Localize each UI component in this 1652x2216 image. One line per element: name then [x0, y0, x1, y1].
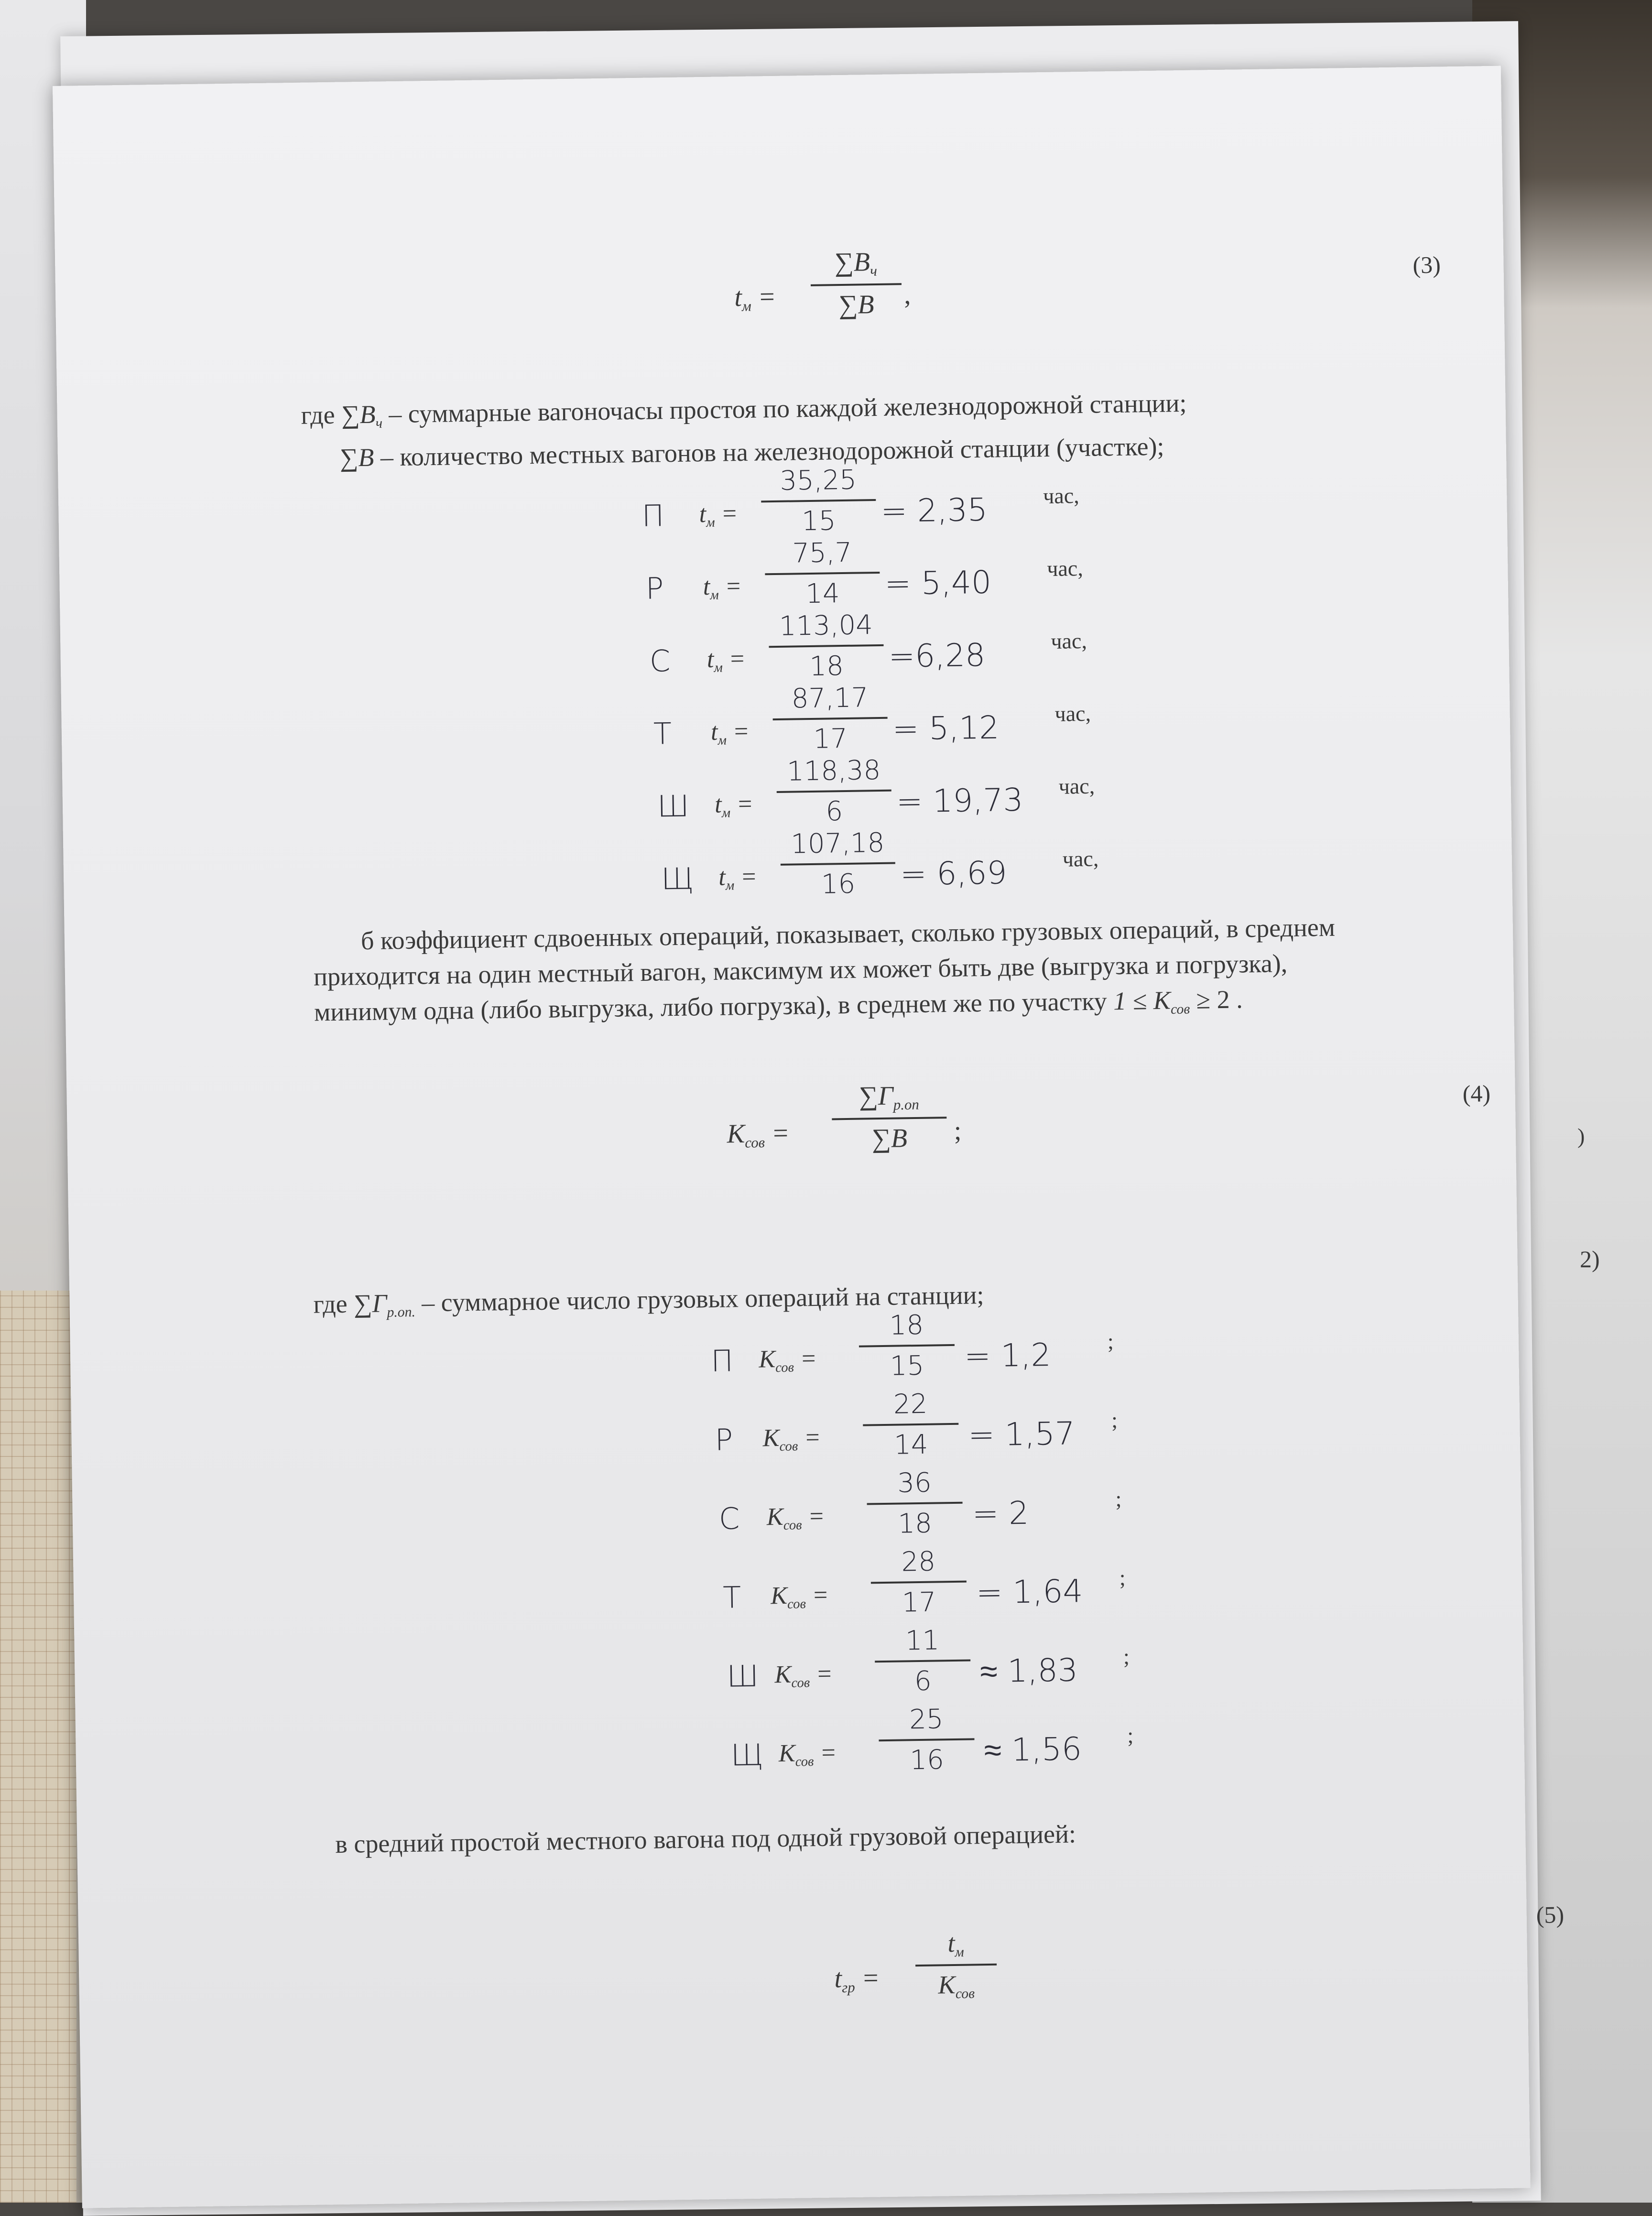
equals-sign: =: [807, 1502, 825, 1531]
formula-4-numerator: ∑Г: [859, 1081, 894, 1111]
sum-sub: р.оп.: [387, 1304, 416, 1320]
fraction-denominator: 15: [890, 1350, 924, 1382]
variable-symbol: K: [762, 1424, 780, 1452]
definition-text: – суммарные вагоночасы простоя по каждой железнодорожной станции;: [388, 388, 1187, 429]
fraction-bar: [773, 717, 888, 720]
fraction-numerator: 118,38: [786, 754, 881, 787]
fraction-bar: [777, 790, 891, 793]
fraction-bar: [875, 1660, 970, 1663]
equals-sign: =: [815, 1660, 833, 1688]
row-variable: [699, 500, 738, 531]
fraction-numerator: 75,7: [792, 537, 852, 569]
row-variable: [718, 863, 758, 894]
station-letter: Т: [653, 716, 672, 751]
formula-3-tail: ,: [903, 280, 911, 310]
inequality-right: ≥ 2 .: [1196, 985, 1243, 1014]
sum-sub: ч: [375, 415, 383, 432]
row-terminator: ;: [1119, 1565, 1126, 1590]
row-terminator: ;: [1111, 1408, 1118, 1433]
fraction-numerator: 18: [889, 1309, 924, 1341]
variable-sub: сов: [791, 1675, 810, 1691]
side-mark-4: ): [1577, 1124, 1585, 1148]
variable-symbol: t: [703, 573, 710, 601]
definition-text: – суммарное число грузовых операций на станции;: [421, 1281, 984, 1317]
row-variable: [774, 1660, 833, 1692]
variable-sub: сов: [779, 1439, 798, 1455]
variable-sub: м: [725, 878, 735, 893]
row-variable: [759, 1345, 817, 1376]
variable-symbol: K: [778, 1739, 795, 1768]
row-terminator: ;: [1127, 1723, 1134, 1748]
result-value: = 5,12: [892, 709, 1000, 748]
variable-symbol: K: [758, 1346, 776, 1373]
formula-4-lhs-sub: сов: [745, 1134, 765, 1151]
variable-symbol: K: [770, 1582, 788, 1610]
fraction-bar: [769, 644, 883, 648]
equals-sign: =: [728, 645, 746, 673]
variable-sub: м: [710, 587, 719, 603]
fraction-numerator: 36: [897, 1467, 932, 1499]
handwritten-fraction: [776, 755, 892, 828]
formula-5-label: (5): [1536, 1901, 1565, 1929]
row-variable: [767, 1502, 825, 1534]
handwritten-fraction: [862, 1388, 959, 1461]
row-terminator: ;: [1115, 1487, 1122, 1511]
row-variable: [711, 717, 750, 749]
fraction-numerator: 35,25: [780, 464, 857, 497]
equals-sign: =: [725, 572, 742, 600]
formula-5-numerator: t: [947, 1929, 955, 1958]
fraction-bar: [761, 499, 876, 502]
row-variable: [703, 572, 742, 603]
paragraph-b-line-3-text: минимум одна (либо выгрузка, либо погрузка), в среднем же по участку: [314, 987, 1108, 1027]
fraction-denominator: 6: [914, 1665, 932, 1697]
unit-label: час,: [1062, 846, 1099, 871]
inequality-left: 1 ≤ K: [1113, 986, 1171, 1016]
fraction-numerator: 113,04: [779, 609, 873, 642]
station-letter: Р: [645, 571, 664, 606]
unit-label: час,: [1054, 701, 1091, 726]
variable-symbol: t: [714, 791, 722, 818]
fraction-numerator: 87,17: [791, 682, 869, 715]
fraction-bar: [879, 1738, 974, 1741]
equals-sign: =: [732, 717, 750, 746]
formula-3-lhs-sub: м: [741, 298, 752, 315]
definition-text: – количество местных вагонов на железнодорожной станции (участке);: [380, 432, 1164, 472]
result-value: = 2,35: [880, 491, 988, 530]
handwritten-fraction: [874, 1625, 971, 1698]
paragraph-v: в средний простой местного вагона под одной грузовой операцией:: [335, 1819, 1076, 1859]
sum-symbol: ∑B: [341, 400, 376, 429]
formula-3-numerator-sub: ч: [870, 262, 878, 279]
variable-sub: м: [714, 660, 723, 675]
result-value: = 5,40: [884, 564, 992, 602]
variable-symbol: K: [774, 1661, 792, 1689]
equals-sign: =: [720, 500, 738, 528]
result-value: ≈ 1,83: [979, 1651, 1078, 1690]
fraction-bar: [863, 1423, 958, 1426]
formula-3-denominator: ∑B: [838, 289, 875, 320]
result-value: = 6,69: [900, 854, 1007, 893]
fraction-denominator: 14: [893, 1429, 928, 1461]
row-terminator: ;: [1107, 1329, 1114, 1354]
variable-symbol: K: [766, 1503, 784, 1531]
fraction-denominator: 16: [821, 868, 856, 900]
paragraph-b-line-1: б коэффициент сдвоенных операций, показывает, сколько грузовых операций, в среднем: [360, 912, 1336, 956]
row-variable: [762, 1423, 821, 1455]
station-letter: П: [710, 1343, 734, 1379]
unit-label: час,: [1051, 628, 1087, 653]
formula-3-label: (3): [1413, 251, 1441, 279]
fraction-denominator: 17: [813, 723, 848, 755]
equals-sign: =: [740, 863, 758, 891]
fraction-bar: [915, 1964, 997, 1966]
sum-symbol: ∑B: [339, 443, 374, 472]
station-letter: Р: [715, 1422, 733, 1457]
row-variable: [715, 790, 754, 821]
unit-label: час,: [1043, 483, 1079, 509]
fraction-bar: [765, 572, 880, 575]
variable-sub: сов: [795, 1754, 814, 1770]
fraction-numerator: 11: [905, 1625, 940, 1657]
station-letter: Т: [722, 1580, 741, 1615]
variable-symbol: t: [699, 500, 706, 528]
row-terminator: ;: [1123, 1644, 1130, 1669]
unit-label: час,: [1058, 773, 1095, 799]
fraction-denominator: 18: [809, 651, 844, 683]
equals-sign: =: [736, 790, 754, 818]
handwritten-fraction: [780, 827, 896, 901]
formula-5-denominator: K: [938, 1970, 956, 1999]
result-value: ≈ 1,56: [984, 1730, 1082, 1769]
equals-sign: =: [758, 282, 776, 312]
unit-label: час,: [1046, 556, 1084, 581]
result-value: = 1,2: [964, 1336, 1052, 1375]
fraction-denominator: 6: [826, 796, 843, 827]
formula-3-numerator: ∑B: [834, 247, 870, 278]
fraction-numerator: 22: [893, 1388, 928, 1420]
fraction-bar: [859, 1344, 955, 1347]
equals-sign: =: [804, 1423, 821, 1452]
variable-sub: сов: [783, 1518, 802, 1533]
fraction-bar: [811, 283, 902, 286]
result-value: = 1,57: [968, 1415, 1076, 1454]
document-page: [53, 66, 1565, 2208]
fraction-numerator: 28: [901, 1546, 936, 1578]
station-letter: Щ: [730, 1737, 764, 1773]
handwritten-fraction: [878, 1703, 975, 1776]
result-value: = 2: [972, 1494, 1029, 1532]
result-value: = 19,73: [896, 781, 1023, 820]
equals-sign: =: [800, 1345, 817, 1373]
handwritten-fraction: [772, 682, 888, 755]
handwritten-fraction: [870, 1546, 967, 1619]
handwritten-fraction: [761, 464, 876, 537]
formula-3-lhs: t: [734, 282, 742, 313]
fraction-denominator: 14: [805, 578, 840, 610]
station-letter: С: [718, 1501, 740, 1536]
fraction-denominator: 18: [898, 1508, 933, 1540]
formula-5-denominator-sub: сов: [955, 1986, 975, 2002]
fraction-bar: [832, 1117, 946, 1120]
fraction-numerator: 107,18: [790, 827, 885, 860]
equals-sign: =: [861, 1963, 880, 1993]
fraction-bar: [867, 1502, 963, 1505]
variable-symbol: t: [706, 645, 714, 673]
side-mark-2: 2): [1580, 1246, 1600, 1272]
fraction-numerator: 25: [909, 1704, 944, 1736]
result-value: =6,28: [888, 636, 986, 675]
equals-sign: =: [771, 1118, 790, 1149]
formula-5-numerator-sub: м: [955, 1944, 964, 1960]
variable-sub: м: [721, 805, 731, 821]
formula-4-tail: ;: [954, 1116, 962, 1146]
variable-symbol: t: [710, 718, 718, 746]
handwritten-fraction: [867, 1467, 963, 1540]
station-letter: С: [649, 643, 671, 679]
equals-sign: =: [819, 1739, 837, 1767]
paragraph-b-line-2: приходится на один местный вагон, максимум их может быть две (выгрузка и погрузка),: [313, 949, 1288, 991]
where-label: где: [301, 400, 335, 430]
row-variable: [771, 1581, 829, 1613]
fraction-bar: [781, 862, 895, 866]
formula-4-label: (4): [1462, 1080, 1491, 1108]
variable-sub: сов: [775, 1360, 794, 1376]
variable-symbol: t: [718, 863, 726, 891]
variable-sub: сов: [787, 1597, 806, 1612]
formula-4-lhs: K: [727, 1119, 745, 1149]
variable-sub: м: [717, 733, 727, 748]
graph-paper-edge: [0, 1291, 76, 2203]
fraction-denominator: 15: [801, 505, 836, 537]
variable-sub: м: [706, 515, 715, 530]
formula-5-lhs: t: [834, 1964, 842, 1994]
result-value: = 1,64: [976, 1573, 1083, 1611]
station-letter: Ш: [657, 788, 689, 824]
where-label: где: [313, 1289, 348, 1319]
station-letter: П: [641, 498, 664, 533]
fraction-denominator: 17: [902, 1586, 936, 1619]
fraction-denominator: 16: [909, 1744, 945, 1776]
handwritten-fraction: [859, 1309, 955, 1382]
row-variable: [778, 1738, 837, 1770]
row-variable: [706, 645, 746, 676]
formula-5-lhs-sub: гр: [842, 1979, 855, 1996]
paragraph-b-cont: [314, 945, 1288, 1039]
formula-4-numerator-sub: р.оп: [893, 1096, 920, 1113]
handwritten-fraction: [768, 609, 884, 683]
station-letter: Ш: [727, 1658, 759, 1694]
equals-sign: =: [812, 1581, 829, 1609]
station-letter: Щ: [661, 861, 694, 897]
fraction-bar: [871, 1581, 967, 1584]
inequality-sub: сов: [1170, 1001, 1190, 1017]
sum-symbol: ∑Г: [353, 1289, 387, 1318]
handwritten-fraction: [764, 537, 880, 610]
formula-4-denominator: ∑B: [871, 1123, 908, 1154]
